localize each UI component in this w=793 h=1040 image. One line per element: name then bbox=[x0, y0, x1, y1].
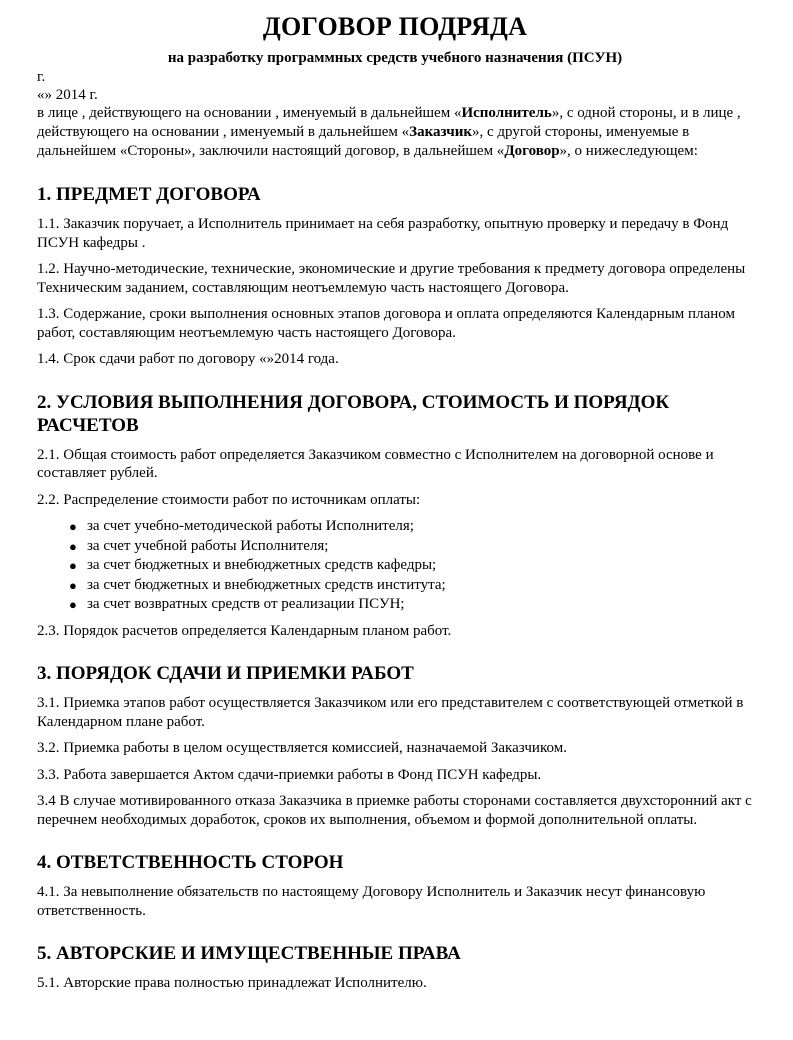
clause-5-1: 5.1. Авторские права полностью принадлежат Исполнителю. bbox=[37, 975, 427, 991]
intro-text-3: », с другой стороны, именуемые в дальнейшем «Стороны», заключили настоящий договор, в дальнейшем « bbox=[37, 124, 690, 159]
list-item-text: за счет бюджетных и внебюджетных средств института; bbox=[87, 576, 446, 593]
date-line: «» 2014 г. bbox=[37, 87, 98, 103]
list-item bbox=[69, 576, 753, 596]
list-item-text: за счет возвратных средств от реализации ПСУН; bbox=[87, 596, 405, 612]
list-item-text: за счет учебной работы Исполнителя; bbox=[87, 537, 329, 554]
clause-2-1: 2.1. Общая стоимость работ определяется Заказчиком совместно с Исполнителем на договорной основе и составляет рублей. bbox=[37, 446, 714, 481]
bullet-icon: ● bbox=[69, 558, 77, 573]
section-heading-subject: 1. ПРЕДМЕТ ДОГОВОРА bbox=[37, 184, 261, 205]
section-heading-rights: 5. АВТОРСКИЕ И ИМУЩЕСТВЕННЫЕ ПРАВА bbox=[37, 943, 461, 964]
clause-3-4: 3.4 В случае мотивированного отказа Заказчика в приемке работы сторонами составляется двухсторонний акт с перечнем необходимых доработок, сроков их выполнения, объемом и формой дополнительной оплаты. bbox=[37, 793, 752, 828]
city-line: г. bbox=[37, 69, 46, 85]
clause-1-4: 1.4. Срок сдачи работ по договору «»2014 года. bbox=[37, 351, 339, 367]
document-subtitle: на разработку программных средств учебного назначения (ПСУН) bbox=[167, 50, 623, 66]
list-item bbox=[69, 517, 753, 537]
bullet-icon: ● bbox=[69, 597, 77, 612]
intro-paragraph bbox=[37, 104, 753, 161]
clause-2-3: 2.3. Порядок расчетов определяется Календарным планом работ. bbox=[37, 622, 452, 639]
intro-text-1: в лице , действующего на основании , именуемый в дальнейшем « bbox=[37, 105, 462, 121]
clause-3-1: 3.1. Приемка этапов работ осуществляется Заказчиком или его представителем с соответствующей отметкой в Календарном плане работ. bbox=[37, 695, 744, 730]
section-heading-liability: 4. ОТВЕТСТВЕННОСТЬ СТОРОН bbox=[37, 852, 344, 873]
section-heading-conditions: 2. УСЛОВИЯ ВЫПОЛНЕНИЯ ДОГОВОРА, СТОИМОСТЬ И ПОРЯДОК РАСЧЕТОВ bbox=[37, 391, 670, 436]
list-item-text: за счет бюджетных и внебюджетных средств кафедры; bbox=[87, 557, 437, 573]
document-title: ДОГОВОР ПОДРЯДА bbox=[262, 12, 528, 41]
bullet-icon: ● bbox=[69, 577, 77, 593]
clause-1-3: 1.3. Содержание, сроки выполнения основных этапов договора и оплата определяются Календарным планом работ, составляющим неотъемлемую часть настоящего Договора. bbox=[37, 306, 735, 341]
clause-4-1: 4.1. За невыполнение обязательств по настоящему Договору Исполнитель и Заказчик несут финансовую ответственность. bbox=[37, 884, 706, 919]
list-item-text: за счет учебно-методической работы Исполнителя; bbox=[87, 518, 414, 534]
list-item bbox=[69, 556, 753, 576]
term-executor: Исполнитель bbox=[461, 105, 552, 121]
list-item bbox=[69, 537, 753, 557]
intro-text-4: », о нижеследующем: bbox=[559, 143, 698, 159]
term-contract: Договор bbox=[504, 143, 560, 159]
clause-1-1: 1.1. Заказчик поручает, а Исполнитель принимает на себя разработку, опытную проверку и передачу в Фонд ПСУН кафедры . bbox=[37, 216, 729, 251]
list-item bbox=[69, 595, 753, 615]
bullet-icon: ● bbox=[69, 519, 77, 534]
clause-1-2: 1.2. Научно-методические, технические, экономические и другие требования к предмету договора определены Техническим заданием, составляющим неотъемлемую часть настоящего Договора. bbox=[37, 261, 746, 296]
clause-2-2: 2.2. Распределение стоимости работ по источникам оплаты: bbox=[37, 491, 421, 508]
clause-3-3: 3.3. Работа завершается Актом сдачи-приемки работы в Фонд ПСУН кафедры. bbox=[37, 766, 542, 783]
term-customer: Заказчик bbox=[409, 124, 472, 140]
bullet-icon: ● bbox=[69, 538, 77, 554]
intro-text-2: », с одной стороны, и в лице , действующего на основании , именуемый в дальнейшем « bbox=[37, 105, 741, 140]
clause-3-2: 3.2. Приемка работы в целом осуществляется комиссией, назначаемой Заказчиком. bbox=[37, 740, 567, 756]
section-heading-acceptance: 3. ПОРЯДОК СДАЧИ И ПРИЕМКИ РАБОТ bbox=[37, 663, 414, 684]
payment-sources-list bbox=[37, 517, 753, 615]
